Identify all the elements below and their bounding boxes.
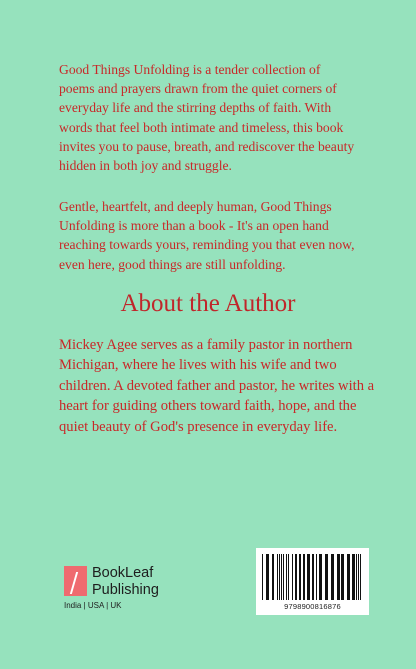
isbn-barcode bbox=[256, 548, 369, 615]
barcode-bar bbox=[277, 554, 278, 600]
barcode-bar bbox=[303, 554, 305, 600]
isbn-number: 9798900816876 bbox=[284, 602, 341, 611]
barcode-bar bbox=[281, 554, 282, 600]
barcode-bar bbox=[341, 554, 344, 600]
barcode-bar bbox=[283, 554, 284, 600]
barcode-bar bbox=[325, 554, 328, 600]
barcode-bar bbox=[358, 554, 359, 600]
barcode-bar bbox=[262, 554, 263, 600]
barcode-bar bbox=[295, 554, 297, 600]
barcode-bar bbox=[352, 554, 355, 600]
barcode-bar bbox=[299, 554, 301, 600]
barcode-bar bbox=[288, 554, 289, 600]
barcode-bar bbox=[360, 554, 361, 600]
about-author-heading: About the Author bbox=[120, 290, 296, 317]
barcode-bar bbox=[266, 554, 269, 600]
barcode-bar bbox=[286, 554, 287, 600]
barcode-bar bbox=[331, 554, 334, 600]
barcode-bar bbox=[347, 554, 350, 600]
barcode-bar bbox=[316, 554, 317, 600]
author-bio: Mickey Agee serves as a family pastor in northern Michigan, where he lives with his wife and two children. A devoted father and pastor, he writes with a heart for guiding others toward faith, hope, and the quiet beauty of God's presence in everyday life. bbox=[59, 337, 375, 435]
slash-logo-icon bbox=[64, 566, 87, 596]
publisher-name-line1: BookLeaf bbox=[92, 565, 154, 581]
barcode-bar bbox=[279, 554, 280, 600]
publisher-logo bbox=[64, 564, 194, 612]
barcode-bar bbox=[292, 554, 293, 600]
barcode-bar bbox=[337, 554, 340, 600]
barcode-bars bbox=[262, 554, 363, 600]
publisher-regions: India | USA | UK bbox=[64, 601, 122, 610]
barcode-bar bbox=[307, 554, 310, 600]
blurb-paragraph-1: Good Things Unfolding is a tender collection of poems and prayers drawn from the quiet corners of everyday life and the stirring depths of faith. With words that feel both intimate and timeless, this book invites you to pause, breath, and rediscover the beauty hidden in both joy and struggle. bbox=[59, 62, 355, 174]
barcode-bar bbox=[356, 554, 357, 600]
barcode-bar bbox=[312, 554, 314, 600]
publisher-name-line2: Publishing bbox=[92, 582, 159, 598]
blurb-paragraph-2: Gentle, heartfelt, and deeply human, Good Things Unfolding is more than a book - It's an open hand reaching towards yours, reminding you that even now, even here, good things are still unfolding. bbox=[59, 199, 355, 272]
barcode-bar bbox=[319, 554, 322, 600]
barcode-bar bbox=[272, 554, 274, 600]
